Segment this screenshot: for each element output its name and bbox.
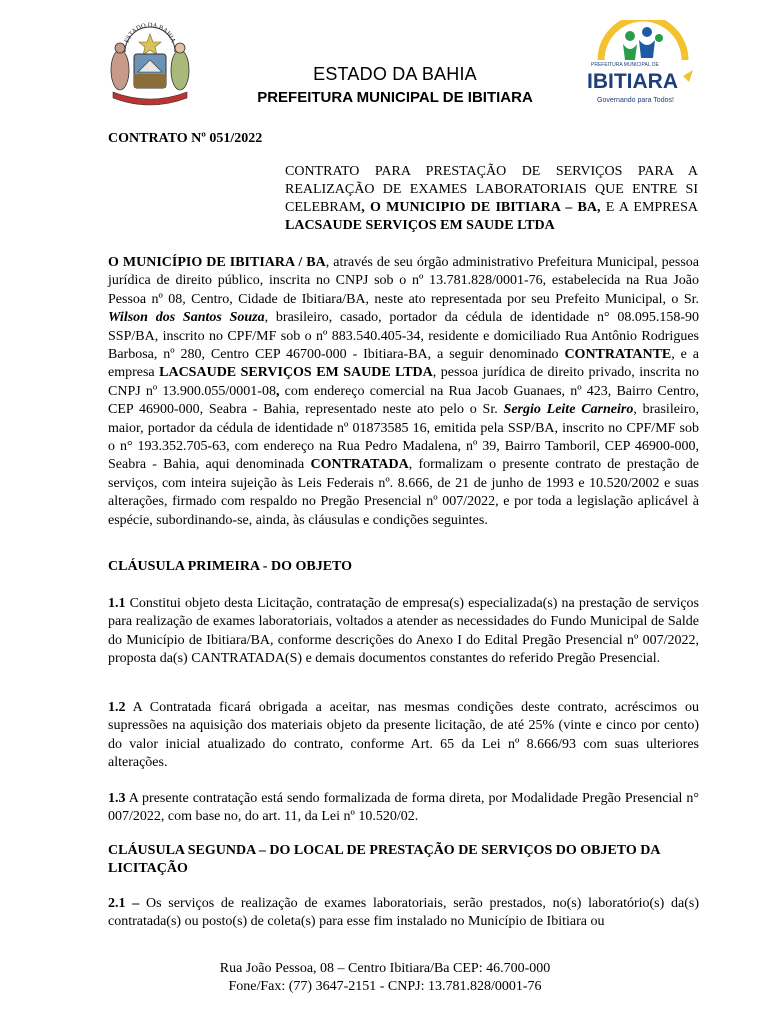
svg-text:ESTADO DA BAHIA: ESTADO DA BAHIA	[123, 22, 177, 44]
summary-municipality: , O MUNICIPIO DE IBITIARA – BA,	[361, 200, 601, 215]
representative-name: Sergio Leite Carneiro	[503, 402, 634, 418]
footer-address: Rua João Pessoa, 08 – Centro Ibitiara/Ba CEP: 46.700-000	[219, 961, 551, 976]
page-footer	[0, 960, 770, 996]
clause-1-1	[108, 595, 699, 669]
preamble-text: , brasileiro, casado, portador da cédula de identidade n° 08.095.158-90 SSP/BA, inscrito no CPF/MF sob o nº 883.540.405-34, residente e domiciliado Rua Antônio Rodrigues Barbosa, nº 280, Centro CEP 46700-000 - Ibitiara-BA, a seguir denominado	[108, 310, 699, 363]
header-title: ESTADO DA BAHIA	[313, 64, 477, 84]
svg-text:Governando para Todos!: Governando para Todos!	[597, 97, 674, 104]
item-number: 1.3	[108, 791, 126, 806]
clause-1-2	[108, 699, 699, 773]
company-name: LACSAUDE SERVIÇOS EM SAUDE LTDA	[159, 365, 433, 381]
preamble-text: , e a empresa	[108, 347, 700, 381]
item-text: Os serviços de realização de exames laboratoriais, serão prestados, no(s) laboratório(s) da(s) contratada(s) ou posto(s) de coleta(s) para esse fim instalado no Município de Ibitiara ou	[108, 896, 700, 930]
svg-text:PREFEITURA MUNICIPAL DE: PREFEITURA MUNICIPAL DE	[591, 62, 659, 68]
item-text: Constitui objeto desta Licitação, contratação de empresa(s) especializada(s) na prestação de serviços para realização de exames laboratoriais, voltados a atender as necessidades do Fundo Municipal de Salde do Município de Ibitiara/BA, conforme descrições do Anexo I do Edital Pregão Presencial nº 007/2022, proposta da(s) CANTRATADA(S) e demais documentos constantes do referido Pregão Presencial.	[108, 596, 699, 667]
item-number: 1.2	[108, 700, 126, 715]
summary-company: LACSAUDE SERVIÇOS EM SAUDE LTDA	[285, 218, 555, 233]
summary-text: CONTRATO PARA PRESTAÇÃO DE SERVIÇOS PARA A REALIZAÇÃO DE EXAMES LABORATORIAIS QUE ENTRE SI CELEBRAM	[285, 164, 698, 215]
contratante-label: CONTRATANTE	[564, 347, 672, 363]
preamble-text: , através de seu órgão administrativo Prefeitura Municipal, pessoa jurídica de direito público, inscrita no CNPJ sob o nº 13.781.828/0001-76, estabelecida na Rua João Pessoa nº 08, Centro, Cidade de Ibitiara/BA, neste ato representada por seu Prefeito Municipal, o Sr.	[108, 255, 699, 307]
item-number: 1.1	[108, 596, 126, 611]
clause-1-3	[108, 790, 699, 827]
item-number: 2.1 –	[108, 896, 140, 911]
footer-contact: Fone/Fax: (77) 3647-2151 - CNPJ: 13.781.828/0001-76	[228, 979, 542, 994]
preamble-text: , formalizam o presente contrato de prestação de serviços, com inteira sujeição às Leis Federais nº. 8.666, de 21 de junho de 1993 e 10.520/2002 e suas alterações, firmado com respaldo no Pregão Presencial nº 007/2022, e por toda a legislação aplicável à espécie, subordinando-se, ainda, às cláusulas e condições seguintes.	[108, 457, 699, 528]
clause-1-heading: CLÁUSULA PRIMEIRA - DO OBJETO	[108, 559, 353, 574]
clause-2-heading: CLÁUSULA SEGUNDA – DO LOCAL DE PRESTAÇÃO DE SERVIÇOS DO OBJETO DA LICITAÇÃO	[108, 843, 660, 877]
preamble-text: , pessoa jurídica de direito privado, inscrita no CNPJ nº 13.900.055/0001-08	[108, 365, 699, 399]
preamble-text: com endereço comercial na Rua Jacob Guanaes, nº 423, Bairro Centro, CEP 46900-000, Seabra - Bahia, representado neste ato pelo o Sr.	[108, 383, 700, 418]
svg-text:IBITIARA: IBITIARA	[587, 70, 678, 93]
item-text: A presente contratação está sendo formalizada de forma direta, por Modalidade Pregão Presencial n° 007/2022, com base no, do art. 11, da Lei nº 10.520/02.	[108, 791, 699, 825]
contract-summary	[285, 163, 698, 235]
mayor-name: Wilson dos Santos Souza	[108, 310, 265, 326]
contract-number: CONTRATO Nº 051/2022	[108, 131, 263, 146]
municipality-name: O MUNICÍPIO DE IBITIARA / BA	[108, 255, 326, 270]
preamble-paragraph	[108, 254, 699, 530]
preamble-text: , brasileiro, maior, portador da cédula de identidade nº 01873585 16, emitida pela SSP/BA, inscrito no CPF/MF sob o n° 193.352.705-63, com endereço na Rua Pedro Madalena, nº 39, Bairro Tamboril, CEP 46900-000, Seabra - Bahia, aqui denominada	[108, 402, 699, 473]
clause-2-1	[108, 895, 699, 932]
item-text: A Contratada ficará obrigada a aceitar, nas mesmas condições deste contrato, acréscimos ou supressões na aquisição dos materiais objeto da presente licitação, de até 25% (vinte e cinco por cento) do valor inicial atualizado do contrato, conforme Art. 65 da Lei nº 8.666/93 com suas ulteriores alterações.	[108, 700, 699, 771]
summary-text-2: E A EMPRESA	[600, 200, 698, 215]
preamble-comma: ,	[275, 383, 280, 399]
ibitiara-logo	[583, 20, 703, 110]
bahia-coat-of-arms	[103, 22, 197, 108]
contratada-label: CONTRATADA	[310, 457, 409, 473]
header-subtitle: PREFEITURA MUNICIPAL DE IBITIARA	[257, 89, 533, 106]
